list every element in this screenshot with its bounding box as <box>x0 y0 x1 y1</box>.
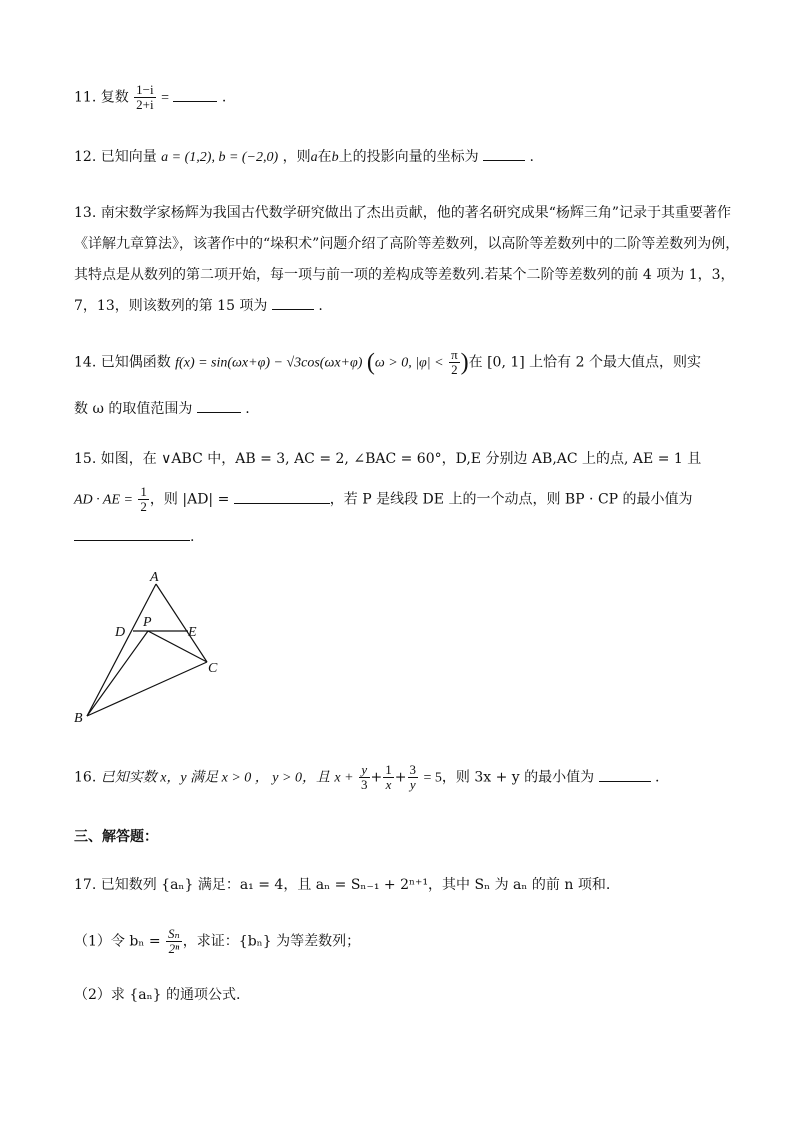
q12-vector-b: b <box>331 150 339 165</box>
question-17-part-2: （2）求 {aₙ} 的通项公式. <box>74 987 241 1003</box>
q16-expr-pre: x + <box>334 770 354 786</box>
q12-vectors: a = (1,2), b = (−2,0) <box>161 150 279 165</box>
question-15-line-2 <box>74 485 693 514</box>
q14-answer-blank[interactable] <box>197 400 241 413</box>
side-bc <box>87 662 207 716</box>
q16-three-b: 3 <box>409 762 417 777</box>
segment-cp <box>148 631 207 662</box>
q14-condition: ω > 0, |φ| < <box>374 355 444 371</box>
q12-end: . <box>529 149 534 165</box>
segment-bp <box>87 631 148 716</box>
q14-two: 2 <box>451 362 458 377</box>
q11-fraction <box>134 83 155 112</box>
q14-prefix: 已知偶函数 <box>100 354 171 371</box>
q16-y: y <box>359 763 370 778</box>
question-14-line-2 <box>74 399 250 419</box>
q14-function: f(x) = sin(ωx+φ) − √3cos(ωx+φ) <box>175 355 363 371</box>
q13-end: . <box>318 298 323 314</box>
question-15-line-3 <box>74 527 194 547</box>
q11-equals: = <box>161 90 169 106</box>
q16-prefix: 已知实数 x，y 满足 x > 0 ， y > 0，且 <box>100 770 330 786</box>
label-b: B <box>74 711 83 726</box>
q16-answer-blank[interactable] <box>599 769 651 782</box>
q11-numerator: 1−i <box>136 82 154 97</box>
q13-answer-blank[interactable] <box>272 297 314 310</box>
q17-2n: 2ⁿ <box>168 941 180 956</box>
q14-end: . <box>245 401 250 417</box>
q17-p1-prefix: （1）令 bₙ = <box>74 933 161 950</box>
q15-answer-blank-2[interactable] <box>74 528 190 541</box>
q16-frac-1x <box>383 763 394 792</box>
q11-end: . <box>221 89 227 106</box>
q16-number: 16. <box>74 769 97 786</box>
q13-line-4 <box>74 291 739 322</box>
q13-line-1: 13. 南宋数学家杨辉为我国古代数学研究做出了杰出贡献，他的著名研究成果“杨辉三角”记录于其重要著作 <box>74 205 732 221</box>
q15-ad-length: ，则 |AD| = <box>149 491 230 508</box>
triangle-figure <box>60 560 230 730</box>
q13-line-3: 其特点是从数列的第二项开始，每一项与前一项的差构成等差数列.若某个二阶等差数列的前 4 项为 1，3， <box>74 267 735 283</box>
q17-sn: Sₙ <box>168 926 180 941</box>
q13-line-2: 《详解九章算法》，该著作中的“垛积术”问题介绍了高阶等差数列，以高阶等差数列中的二阶等差数列为例， <box>74 236 740 252</box>
section-heading: 三、解答题： <box>74 829 158 845</box>
q12-on: 在 <box>317 149 332 165</box>
label-d: D <box>115 625 126 640</box>
q15-line-2-rest: ，若 P 是线段 DE 上的一个动点，则 BP · CP 的最小值为 <box>329 491 693 508</box>
q12-post: 上的投影向量的坐标为 <box>338 149 479 165</box>
q16-one: 1 <box>385 762 392 777</box>
q16-equals: = 5 <box>423 770 442 786</box>
q16-frac-y3 <box>359 763 370 792</box>
q11-answer-blank[interactable] <box>173 89 217 102</box>
side-ac <box>156 584 207 662</box>
q12-vector-a: a <box>310 150 318 165</box>
q15-one-half <box>138 485 149 514</box>
q17-p1-post: ，求证：{bₙ} 为等差数列； <box>182 933 361 950</box>
q15-half-den: 2 <box>140 499 147 514</box>
q11-number: 11. <box>74 89 97 106</box>
q17-fraction <box>166 927 182 956</box>
q16-y-den: y <box>409 777 416 792</box>
question-12 <box>74 147 534 168</box>
q15-number: 15. <box>74 451 97 467</box>
q14-interval: 在 [0, 1] 上恰有 2 个最大值点，则实 <box>468 354 701 371</box>
q15-answer-blank-1[interactable] <box>234 491 330 504</box>
q14-paren-close: ) <box>460 349 469 376</box>
q14-pi: π <box>451 347 458 362</box>
q11-prefix: 复数 <box>100 89 129 106</box>
label-a: A <box>150 570 159 585</box>
q16-post: ，则 3x + y 的最小值为 <box>441 769 595 786</box>
q16-three-a: 3 <box>361 777 368 792</box>
q14-pi-half <box>449 348 460 377</box>
q14-number: 14. <box>74 354 97 371</box>
q16-end: . <box>655 769 660 786</box>
question-14 <box>74 348 701 377</box>
q15-dot-product: AD · AE = <box>74 492 133 508</box>
q15-line-1: 如图，在 ∨ABC 中，AB = 3, AC = 2, ∠BAC = 60°，D,E 分别边 AB,AC 上的点, AE = 1 且 <box>100 451 702 467</box>
label-p: P <box>143 615 152 630</box>
question-15 <box>74 449 701 469</box>
q12-number: 12. <box>74 149 97 165</box>
q15-end: . <box>190 529 195 545</box>
q12-answer-blank[interactable] <box>483 148 525 161</box>
question-17-part-1 <box>74 927 360 956</box>
q16-x: x <box>385 777 392 792</box>
question-11 <box>74 83 226 112</box>
question-16: 16. 已知实数 x，y 满足 x > 0 ， y > 0，且 x + $\frac{y}{3}$ + $\frac{1}{x}$ + $\frac{3}{y}$ = 5，则 3x + y 的最小值为 . <box>74 762 660 792</box>
q14-line-2-text: 数 ω 的取值范围为 <box>74 401 193 417</box>
q12-mid: ，则 <box>282 149 311 165</box>
q14-paren-open: ( <box>366 349 375 376</box>
label-e: E <box>188 625 197 640</box>
q13-line-4-text: 7，13，则该数列的第 15 项为 <box>74 298 268 314</box>
question-17: 17. 已知数列 {aₙ} 满足：a₁ = 4，且 aₙ = Sₙ₋₁ + 2ⁿ⁺¹，其中 Sₙ 为 aₙ 的前 n 项和. <box>74 877 611 893</box>
q15-half-num: 1 <box>140 484 147 499</box>
side-ab <box>87 584 156 716</box>
question-13 <box>74 198 739 322</box>
q12-prefix: 已知向量 <box>100 149 157 165</box>
label-c: C <box>208 661 218 676</box>
q16-frac-3y <box>408 763 419 792</box>
q11-denominator: 2+i <box>136 97 154 112</box>
